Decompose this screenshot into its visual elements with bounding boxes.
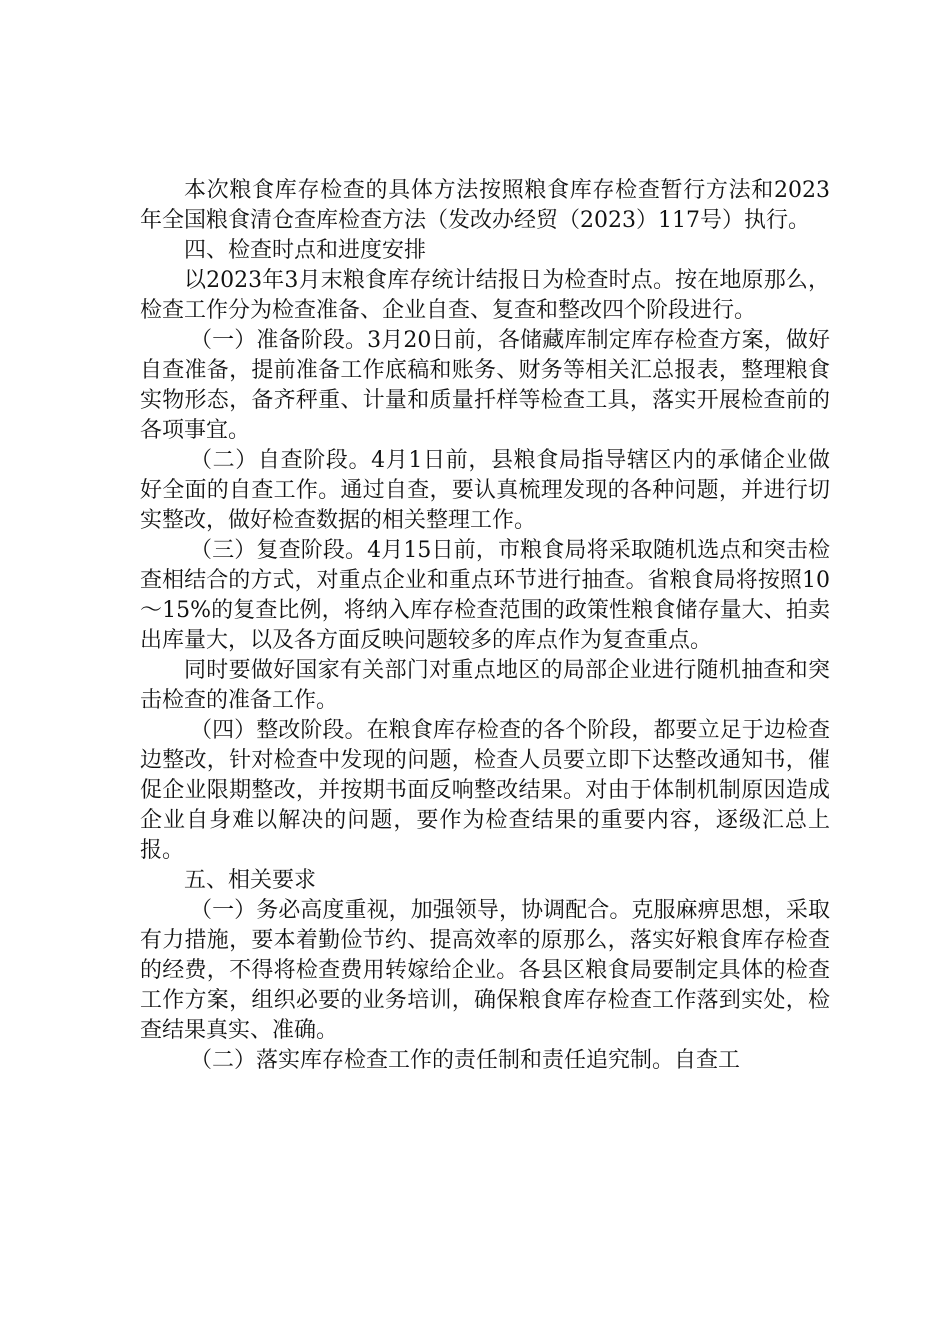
paragraph-inspection-time: 以2023年3月末粮食库存统计结报日为检查时点。按在地原那么，检查工作分为检查准备、企业自查、复查和整改四个阶段进行。 [140, 268, 830, 323]
paragraph-self-check-stage: （二）自查阶段。4月1日前，县粮食局指导辖区内的承储企业做好全面的自查工作。通过自查，要认真梳理发现的各种问题，并进行切实整改，做好检查数据的相关整理工作。 [140, 448, 830, 533]
paragraph-requirement-one: （一）务必高度重视，加强领导，协调配合。克服麻痹思想，采取有力措施，要本着勤俭节约、提高效率的原那么，落实好粮食库存检查的经费，不得将检查费用转嫁给企业。各县区粮食局要制定具体的检查工作方案，组织必要的业务培训，确保粮食库存检查工作落到实处，检查结果真实、准确。 [140, 898, 830, 1043]
heading-section-five: 五、相关要求 [184, 868, 317, 893]
paragraph-review-stage: （三）复查阶段。4月15日前，市粮食局将采取随机选点和突击检查相结合的方式，对重点企业和重点环节进行抽查。省粮食局将按照10～15%的复查比例，将纳入库存检查范围的政策性粮食储存量大、拍卖出库量大，以及各方面反映问题较多的库点作为复查重点。 [140, 538, 830, 653]
document-body [140, 176, 830, 1076]
heading-section-four: 四、检查时点和进度安排 [184, 238, 427, 263]
paragraph-rectification-stage: （四）整改阶段。在粮食库存检查的各个阶段，都要立足于边检查边整改，针对检查中发现的问题，检查人员要立即下达整改通知书，催促企业限期整改，并按期书面反响整改结果。对由于体制机制原因造成企业自身难以解决的问题，要作为检查结果的重要内容，逐级汇总上报。 [140, 718, 830, 863]
paragraph-preparation-stage: （一）准备阶段。3月20日前，各储藏库制定库存检查方案，做好自查准备，提前准备工作底稿和账务、财务等相关汇总报表，整理粮食实物形态，备齐秤重、计量和质量扦样等检查工具，落实开展检查前的各项事宜。 [140, 328, 830, 443]
paragraph-random-check-prep: 同时要做好国家有关部门对重点地区的局部企业进行随机抽查和突击检查的准备工作。 [140, 658, 830, 713]
paragraph-requirement-two: （二）落实库存检查工作的责任制和责任追究制。自查工 [190, 1048, 741, 1073]
paragraph-inspection-method: 本次粮食库存检查的具体方法按照粮食库存检查暂行方法和2023年全国粮食清仓查库检查方法（发改办经贸（2023）117号）执行。 [140, 178, 830, 233]
